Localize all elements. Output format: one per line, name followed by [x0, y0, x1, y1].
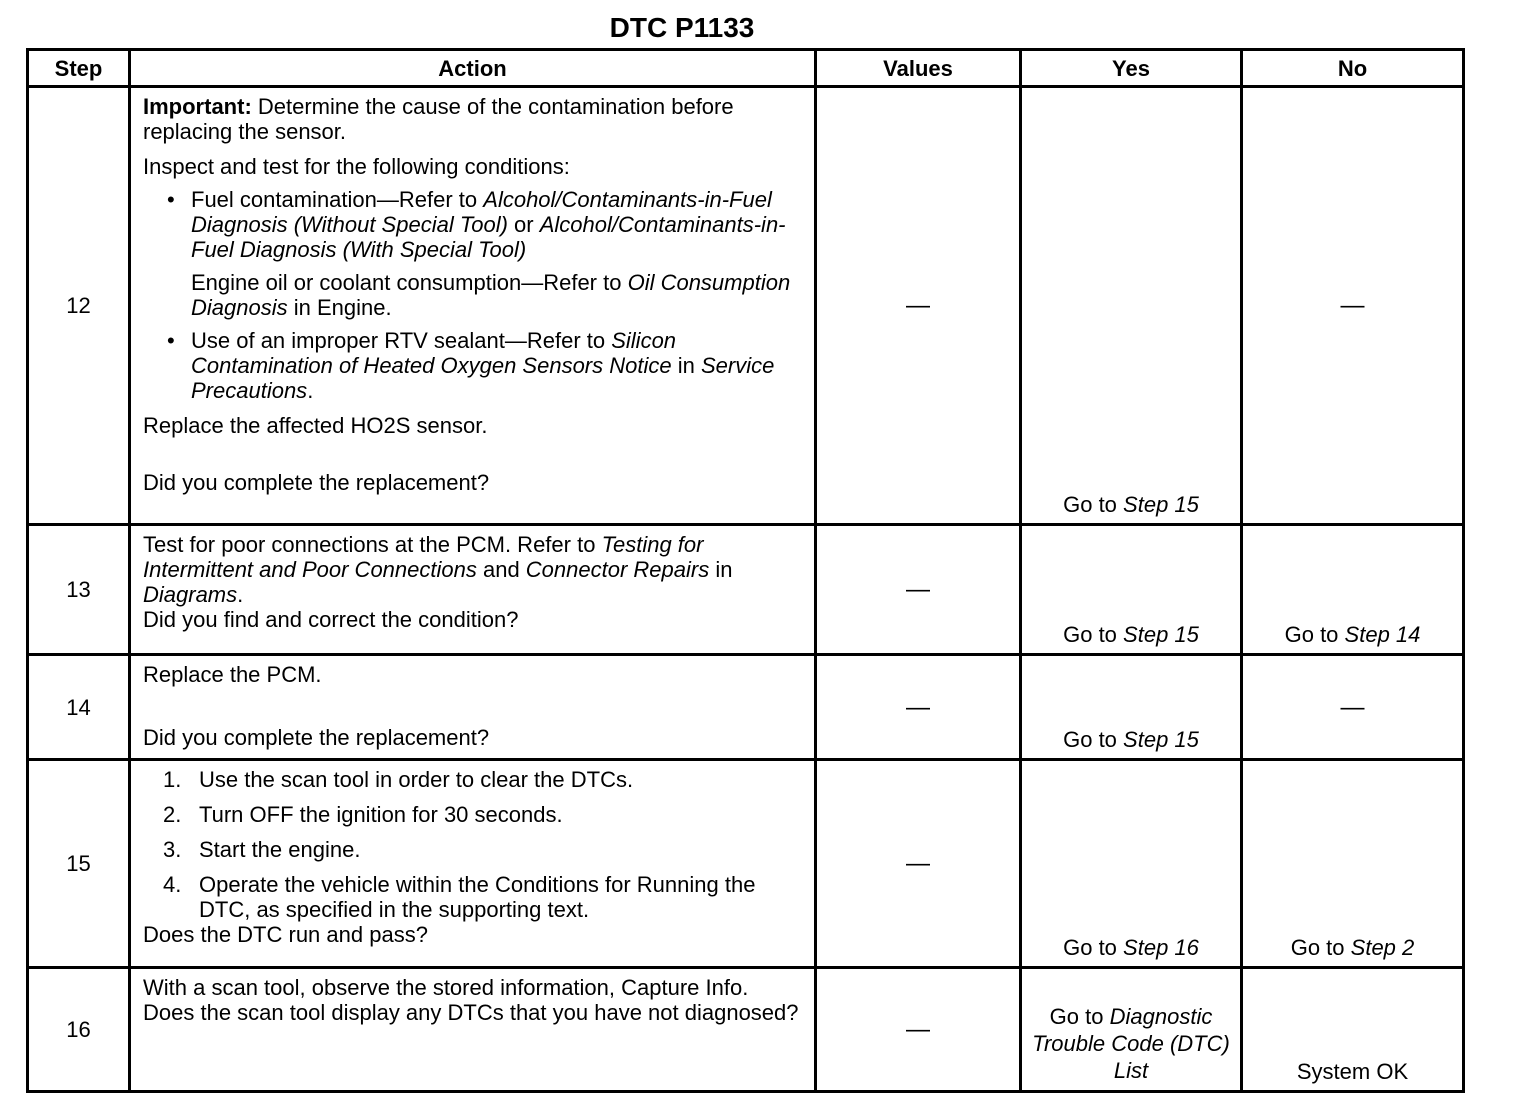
- item-number: 1.: [163, 767, 182, 792]
- action-cell: [130, 760, 816, 968]
- values-cell: —: [816, 87, 1021, 525]
- header-values: Values: [816, 50, 1021, 87]
- item-number: 4.: [163, 872, 182, 897]
- table-row-step-16: [28, 968, 1464, 1092]
- yes-cell: [1021, 760, 1242, 968]
- action-text-part: and: [476, 557, 526, 582]
- action-text-part: .: [237, 582, 244, 607]
- action-text: Replace the PCM.: [143, 662, 322, 687]
- values-cell: —: [816, 968, 1021, 1092]
- reference-link: Silicon Contamination of Heated Oxygen Sensors Notice: [191, 328, 677, 378]
- values-cell: —: [816, 525, 1021, 655]
- values-cell: —: [816, 655, 1021, 760]
- reference-link: Diagnostic Trouble Code (DTC) List: [1032, 1004, 1230, 1083]
- bullet-text: in Engine.: [287, 295, 392, 320]
- header-yes: Yes: [1021, 50, 1242, 87]
- step-link: Step 15: [1123, 492, 1199, 517]
- item-text: Operate the vehicle within the Conditions for Running the DTC, as specified in the supporting text.: [199, 872, 756, 922]
- header-action: Action: [130, 50, 816, 87]
- bullet-icon: •: [167, 187, 175, 212]
- no-cell: —: [1242, 655, 1464, 760]
- list-item: [143, 802, 804, 827]
- header-step: Step: [28, 50, 130, 87]
- action-text: [143, 532, 804, 607]
- list-item: [143, 270, 804, 320]
- question-text: Does the DTC run and pass?: [143, 922, 428, 947]
- step-link: Step 15: [1123, 622, 1199, 647]
- action-cell: [130, 655, 816, 760]
- list-item: [143, 767, 804, 792]
- inspect-text: Inspect and test for the following conditions:: [143, 154, 570, 179]
- yes-cell: [1021, 525, 1242, 655]
- question-text: Does the scan tool display any DTCs that you have not diagnosed?: [143, 1000, 799, 1025]
- bullet-text: or: [507, 212, 540, 237]
- question-text: Did you find and correct the condition?: [143, 607, 519, 632]
- bullet-text: .: [307, 378, 314, 403]
- step-number: 13: [28, 525, 130, 655]
- item-text: Use the scan tool in order to clear the DTCs.: [199, 767, 634, 792]
- go-to-text: Go to: [1063, 492, 1117, 517]
- action-text-part: in: [709, 557, 733, 582]
- reference-link: Testing for Intermittent and Poor Connections: [143, 532, 704, 582]
- item-text: Start the engine.: [199, 837, 361, 862]
- replace-text: Replace the affected HO2S sensor.: [143, 413, 488, 438]
- yes-cell: [1021, 655, 1242, 760]
- reference-link: Diagrams: [143, 582, 238, 607]
- reference-link: Alcohol/Contaminants-in-Fuel Diagnosis (With Special Tool): [191, 212, 786, 262]
- no-cell: [1242, 760, 1464, 968]
- bullet-text: Fuel contamination—Refer to: [191, 187, 484, 212]
- bullet-text: in: [671, 353, 701, 378]
- list-item: [143, 328, 804, 403]
- reference-link: Service Precautions: [191, 353, 775, 403]
- table-row-step-15: [28, 760, 1464, 968]
- important-text: Determine the cause of the contamination before replacing the sensor.: [143, 94, 734, 144]
- header-no: No: [1242, 50, 1464, 87]
- reference-link: Alcohol/Contaminants-in-Fuel Diagnosis (Without Special Tool): [191, 187, 772, 237]
- bullet-text: Use of an improper RTV sealant—Refer to: [191, 328, 612, 353]
- step-link: Step 15: [1123, 727, 1199, 752]
- go-to-text: Go to: [1063, 622, 1117, 647]
- header-row: [28, 50, 1464, 87]
- step-number: 15: [28, 760, 130, 968]
- action-cell: [130, 968, 816, 1092]
- action-text-part: Test for poor connections at the PCM. Refer to: [143, 532, 602, 557]
- values-cell: —: [816, 760, 1021, 968]
- table-row-step-12: [28, 87, 1464, 525]
- no-cell: [1242, 525, 1464, 655]
- list-item: [143, 187, 804, 262]
- bullet-icon: •: [167, 328, 175, 353]
- page-title-text: DTC P1133: [609, 12, 755, 43]
- item-text: Turn OFF the ignition for 30 seconds.: [199, 802, 563, 827]
- go-to-text: Go to: [1063, 935, 1117, 960]
- dtc-table: [26, 48, 1465, 1093]
- table-row-step-14: [28, 655, 1464, 760]
- go-to-text: Go to: [1290, 935, 1345, 960]
- step-number: 14: [28, 655, 130, 760]
- numbered-list: [143, 767, 804, 922]
- step-number: 12: [28, 87, 130, 525]
- question-text: Did you complete the replacement?: [143, 725, 490, 750]
- go-to-text: Go to: [1284, 622, 1339, 647]
- go-to-text: Go to: [1063, 727, 1117, 752]
- go-to-text: Go to: [1049, 1004, 1104, 1029]
- table-row-step-13: [28, 525, 1464, 655]
- list-item: [143, 872, 804, 922]
- list-item: [143, 837, 804, 862]
- important-note: [143, 94, 804, 144]
- action-cell: [130, 525, 816, 655]
- yes-cell: [1021, 87, 1242, 525]
- reference-link: Connector Repairs: [525, 557, 710, 582]
- item-number: 3.: [163, 837, 182, 862]
- yes-cell: [1021, 968, 1242, 1092]
- page-title: [0, 8, 1520, 48]
- action-text: With a scan tool, observe the stored information, Capture Info.: [143, 975, 749, 1000]
- question-text: Did you complete the replacement?: [143, 470, 490, 495]
- no-cell: —: [1242, 87, 1464, 525]
- step-link: Step 16: [1123, 935, 1199, 960]
- action-cell: [130, 87, 816, 525]
- important-label: Important:: [143, 94, 252, 119]
- no-cell: System OK: [1242, 968, 1464, 1092]
- bullet-text: Engine oil or coolant consumption—Refer to: [191, 270, 628, 295]
- step-link: Step 2: [1350, 935, 1415, 960]
- item-number: 2.: [163, 802, 182, 827]
- step-link: Step 14: [1344, 622, 1421, 647]
- step-number: 16: [28, 968, 130, 1092]
- reference-link: Oil Consumption Diagnosis: [191, 270, 791, 320]
